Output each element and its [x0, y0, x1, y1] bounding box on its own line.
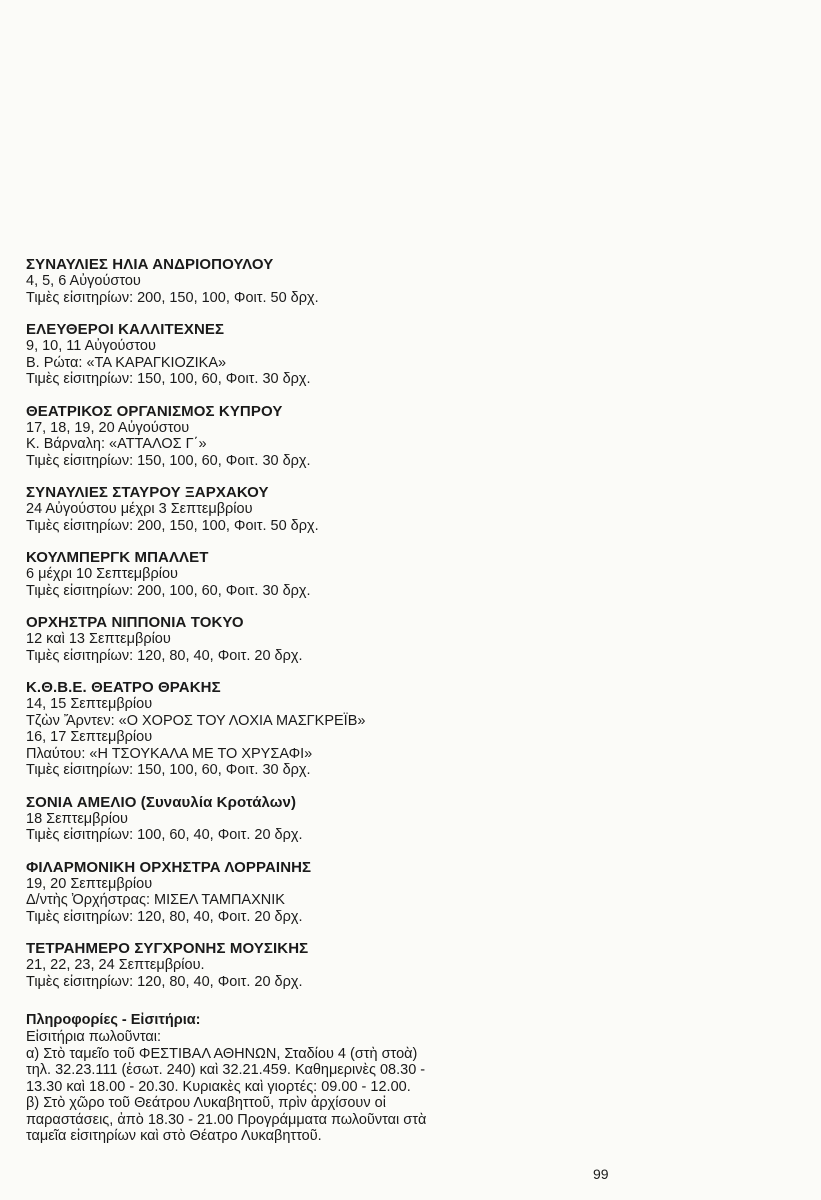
- event-title: Κ.Θ.Β.Ε. ΘΕΑΤΡΟ ΘΡΑΚΗΣ: [26, 679, 221, 696]
- event-detail-line: 16, 17 Σεπτεμβρίου: [26, 729, 153, 745]
- info-line: παραστάσεις, ἀπὸ 18.30 - 21.00 Προγράμματα πωλοῦνται στὰ: [26, 1111, 427, 1128]
- event-title: ΤΕΤΡΑΗΜΕΡΟ ΣΥΓΧΡΟΝΗΣ ΜΟΥΣΙΚΗΣ: [26, 940, 309, 957]
- event-detail-line: 6 μέχρι 10 Σεπτεμβρίου: [26, 566, 178, 582]
- info-section: [26, 1012, 796, 1145]
- event-detail-line: Τιμὲς εἰσιτηρίων: 200, 150, 100, Φοιτ. 50 δρχ.: [26, 517, 319, 534]
- event-detail-line: Τιμὲς εἰσιτηρίων: 120, 80, 40, Φοιτ. 20 δρχ.: [26, 973, 303, 990]
- event-entry: [26, 940, 796, 990]
- event-detail-line: 14, 15 Σεπτεμβρίου: [26, 696, 153, 712]
- event-title: ΣΟΝΙΑ ΑΜΕΛΙΟ (Συναυλία Κροτάλων): [26, 793, 297, 811]
- event-entry: [26, 614, 796, 664]
- info-line: α) Στὸ ταμεῖο τοῦ ΦΕΣΤΙΒΑΛ ΑΘΗΝΩΝ, Σταδίου 4 (στὴ στοὰ): [26, 1045, 418, 1062]
- event-title: ΦΙΛΑΡΜΟΝΙΚΗ ΟΡΧΗΣΤΡΑ ΛΟΡΡΑΙΝΗΣ: [26, 858, 312, 876]
- event-detail-line: Πλαύτου: «Η ΤΣΟΥΚΑΛΑ ΜΕ ΤΟ ΧΡΥΣΑΦΙ»: [26, 745, 313, 762]
- event-detail-line: 21, 22, 23, 24 Σεπτεμβρίου.: [26, 957, 205, 973]
- info-title: Πληροφορίες - Εἰσιτήρια:: [26, 1012, 201, 1028]
- event-detail-line: Τιμὲς εἰσιτηρίων: 200, 150, 100, Φοιτ. 50 δρχ.: [26, 289, 319, 306]
- page-number: 99: [593, 1166, 609, 1182]
- event-entry: [26, 484, 796, 534]
- event-entry: [26, 321, 796, 388]
- event-title: ΣΥΝΑΥΛΙΕΣ ΣΤΑΥΡΟΥ ΞΑΡΧΑΚΟΥ: [26, 484, 269, 501]
- info-line: ταμεῖα εἰσιτηρίων καὶ στὸ Θέατρο Λυκαβηττοῦ.: [26, 1128, 322, 1144]
- event-detail-line: Τζὼν Ἄρντεν: «Ο ΧΟΡΟΣ ΤΟΥ ΛΟΧΙΑ ΜΑΣΓΚΡΕΪΒ»: [26, 712, 366, 729]
- event-entry: [26, 679, 796, 779]
- program-listing: [26, 256, 796, 1145]
- event-detail-line: Τιμὲς εἰσιτηρίων: 150, 100, 60, Φοιτ. 30 δρχ.: [26, 452, 311, 469]
- event-detail-line: 4, 5, 6 Αὐγούστου: [26, 273, 141, 289]
- event-detail-line: 18 Σεπτεμβρίου: [26, 810, 128, 827]
- event-detail-line: Δ/ντὴς Ὀρχήστρας: ΜΙΣΕΛ ΤΑΜΠΑΧΝΙΚ: [26, 892, 285, 908]
- event-detail-line: 12 καὶ 13 Σεπτεμβρίου: [26, 631, 171, 647]
- event-detail-line: 19, 20 Σεπτεμβρίου: [26, 875, 153, 892]
- event-entry: [26, 549, 796, 599]
- event-title: ΚΟΥΛΜΠΕΡΓΚ ΜΠΑΛΛΕΤ: [26, 549, 209, 566]
- event-list: [26, 256, 796, 990]
- event-detail-line: 9, 10, 11 Αὐγούστου: [26, 338, 156, 354]
- event-entry: [26, 794, 796, 844]
- event-entry: [26, 256, 796, 306]
- event-detail-line: Τιμὲς εἰσιτηρίων: 150, 100, 60, Φοιτ. 30 δρχ.: [26, 371, 311, 387]
- info-lines: [26, 1029, 796, 1145]
- event-detail-line: Τιμὲς εἰσιτηρίων: 150, 100, 60, Φοιτ. 30 δρχ.: [26, 762, 311, 778]
- event-detail-line: Κ. Βάρναλη: «ΑΤΤΑΛΟΣ Γ΄»: [26, 436, 207, 452]
- event-detail-line: Τιμὲς εἰσιτηρίων: 120, 80, 40, Φοιτ. 20 δρχ.: [26, 647, 303, 664]
- info-line: τηλ. 32.23.111 (ἐσωτ. 240) καὶ 32.21.459. Καθημερινὲς 08.30 -: [26, 1062, 426, 1078]
- event-title: ΣΥΝΑΥΛΙΕΣ ΗΛΙΑ ΑΝΔΡΙΟΠΟΥΛΟΥ: [26, 256, 274, 273]
- info-line: β) Στὸ χῶρο τοῦ Θεάτρου Λυκαβηττοῦ, πρὶν ἀρχίσουν οἱ: [26, 1095, 386, 1111]
- event-entry: [26, 403, 796, 470]
- event-entry: [26, 859, 796, 926]
- event-detail-line: 17, 18, 19, 20 Αὐγούστου: [26, 419, 190, 436]
- event-title: ΕΛΕΥΘΕΡΟΙ ΚΑΛΛΙΤΕΧΝΕΣ: [26, 321, 225, 338]
- event-detail-line: Τιμὲς εἰσιτηρίων: 100, 60, 40, Φοιτ. 20 δρχ.: [26, 827, 303, 843]
- event-detail-line: 24 Αὐγούστου μέχρι 3 Σεπτεμβρίου: [26, 501, 253, 517]
- info-line: Εἰσιτήρια πωλοῦνται:: [26, 1029, 162, 1045]
- event-detail-line: Β. Ρώτα: «ΤΑ ΚΑΡΑΓΚΙΟΖΙΚΑ»: [26, 354, 227, 371]
- event-title: ΘΕΑΤΡΙΚΟΣ ΟΡΓΑΝΙΣΜΟΣ ΚΥΠΡΟΥ: [26, 402, 283, 420]
- info-line: 13.30 καὶ 18.00 - 20.30. Κυριακὲς καὶ γιορτές: 09.00 - 12.00.: [26, 1078, 411, 1095]
- event-detail-line: Τιμὲς εἰσιτηρίων: 200, 100, 60, Φοιτ. 30 δρχ.: [26, 582, 311, 599]
- event-detail-line: Τιμὲς εἰσιτηρίων: 120, 80, 40, Φοιτ. 20 δρχ.: [26, 908, 303, 925]
- event-title: ΟΡΧΗΣΤΡΑ ΝΙΠΠΟΝΙΑ ΤΟΚΥΟ: [26, 614, 244, 631]
